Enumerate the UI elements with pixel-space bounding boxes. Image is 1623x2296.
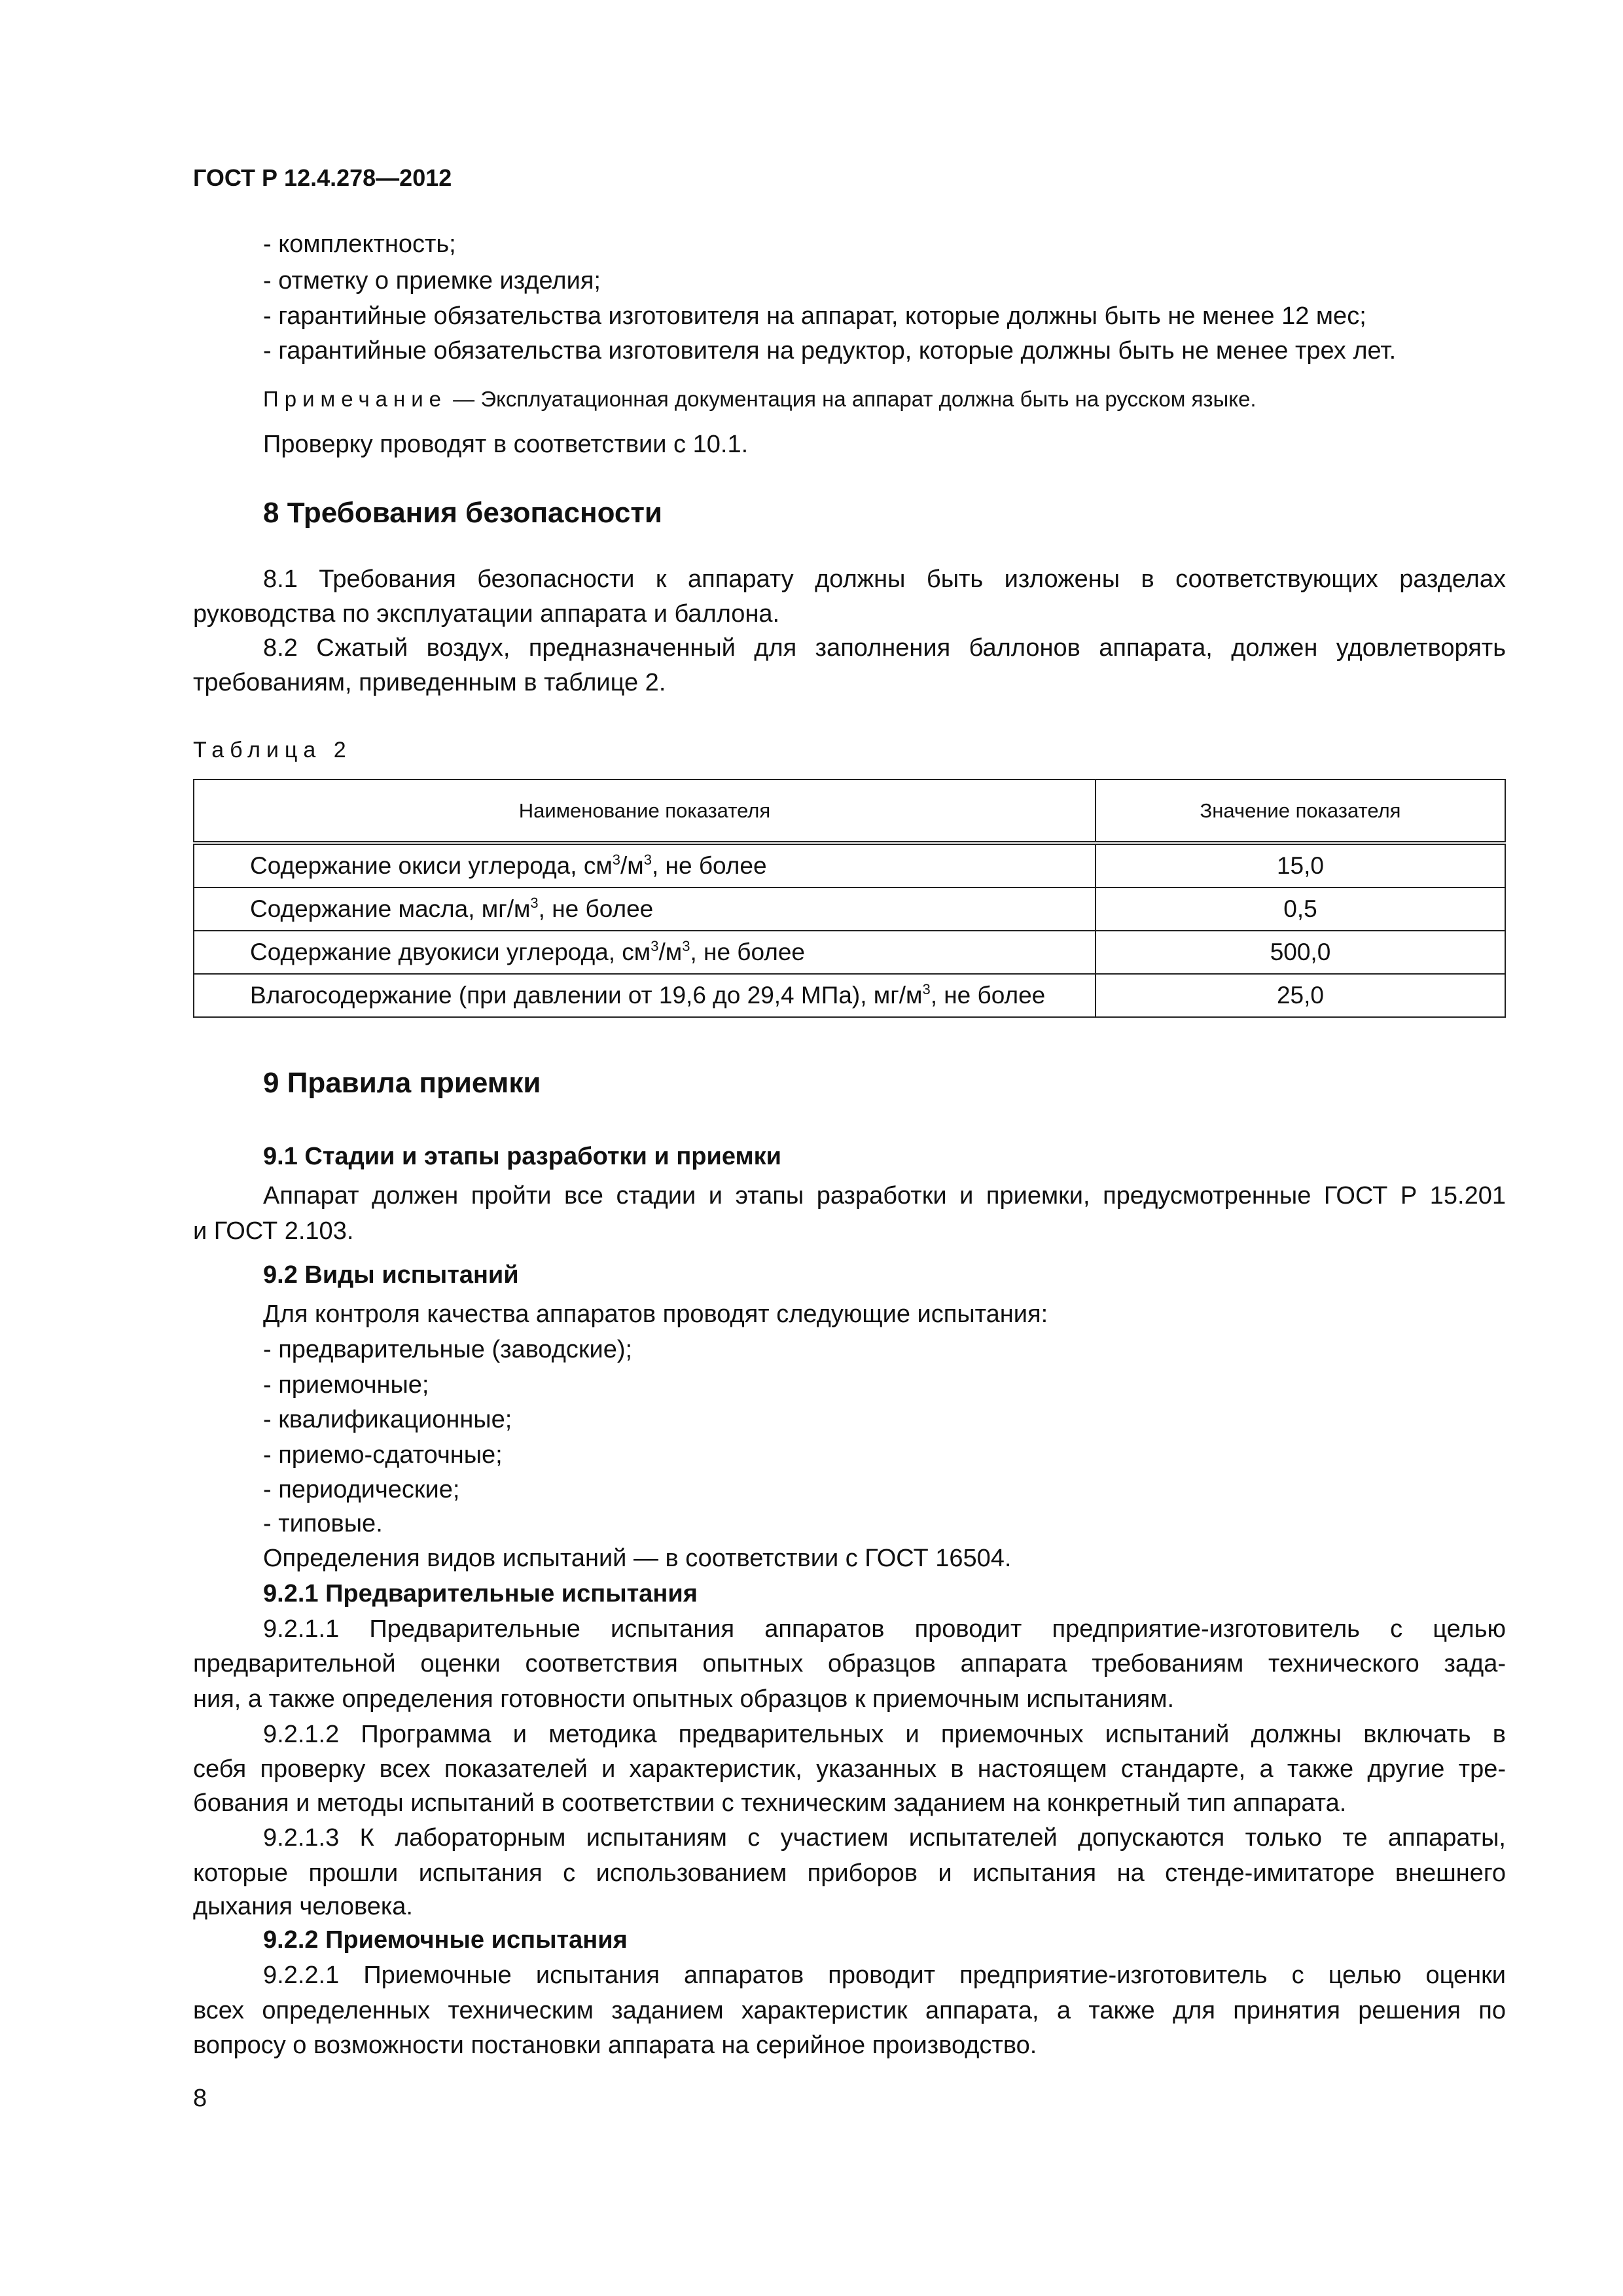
- paragraph-line: 9.2.1.1 Предварительные испытания аппаратов проводит предприятие-изготовитель с целью: [263, 1615, 1506, 1643]
- superscript: 3: [643, 852, 652, 868]
- table-2: [193, 779, 1506, 1018]
- row-name: [194, 888, 1096, 931]
- subsection-heading: 9.1 Стадии и этапы разработки и приемки: [263, 1143, 781, 1170]
- table-caption: Таблица 2: [193, 738, 352, 762]
- header-indicator-value: Значение показателя: [1096, 780, 1505, 843]
- superscript: 3: [682, 938, 690, 954]
- section-heading: 9 Правила приемки: [263, 1067, 541, 1099]
- row-name-text: /м: [620, 852, 644, 879]
- row-value: 25,0: [1096, 974, 1505, 1017]
- row-name: [194, 974, 1096, 1017]
- section-heading: 8 Требования безопасности: [263, 497, 662, 529]
- paragraph-line: ния, а также определения готовности опытных образцов к приемочным испытаниям.: [193, 1685, 1175, 1713]
- paragraph: Определения видов испытаний — в соответствии с ГОСТ 16504.: [263, 1545, 1012, 1572]
- superscript: 3: [922, 981, 931, 997]
- row-name: [194, 931, 1096, 974]
- row-value: 15,0: [1096, 843, 1505, 888]
- row-name-text: Влагосодержание (при давлении от 19,6 до 29,4 МПа), мг/м: [250, 982, 923, 1009]
- row-value: 500,0: [1096, 931, 1505, 974]
- list-item: - типовые.: [263, 1510, 383, 1537]
- paragraph-line: всех определенных техническим заданием характеристик аппарата, а также для принятия решения по: [193, 1997, 1506, 2024]
- table-row: [194, 974, 1505, 1017]
- list-item: - гарантийные обязательства изготовителя на редуктор, которые должны быть не менее трех лет.: [263, 337, 1397, 365]
- row-name-text: , не более: [930, 982, 1046, 1009]
- paragraph-line: бования и методы испытаний в соответствии с техническим заданием на конкретный тип аппарата.: [193, 1789, 1347, 1817]
- superscript: 3: [612, 852, 621, 868]
- subsection-heading: 9.2.1 Предварительные испытания: [263, 1580, 698, 1607]
- paragraph: Проверку проводят в соответствии с 10.1.: [263, 431, 749, 458]
- table-row: [194, 888, 1505, 931]
- paragraph-line: Аппарат должен пройти все стадии и этапы разработки и приемки, предусмотренные ГОСТ Р 15.201: [263, 1182, 1506, 1210]
- paragraph-line: предварительной оценки соответствия опытных образцов аппарата требованиям технического зада-: [193, 1650, 1506, 1677]
- paragraph-line: себя проверку всех показателей и характеристик, указанных в настоящем стандарте, а также другие тре-: [193, 1755, 1506, 1783]
- paragraph-line: 9.2.1.3 К лабораторным испытаниям с участием испытателей допускаются только те аппараты,: [263, 1824, 1506, 1852]
- superscript: 3: [651, 938, 659, 954]
- paragraph: Для контроля качества аппаратов проводят следующие испытания:: [263, 1300, 1048, 1328]
- paragraph-line: которые прошли испытания с использованием приборов и испытания на стенде-имитаторе внешнего: [193, 1859, 1506, 1887]
- list-item: - приемочные;: [263, 1371, 429, 1399]
- note-label: Примечание: [263, 387, 448, 411]
- row-name-text: , не более: [538, 895, 654, 922]
- row-name-text: , не более: [651, 852, 767, 879]
- document-code: ГОСТ Р 12.4.278—2012: [193, 164, 452, 191]
- row-name-text: Содержание двуокиси углерода, см: [250, 939, 651, 965]
- paragraph-line: дыхания человека.: [193, 1893, 413, 1920]
- paragraph-line: требованиям, приведенным в таблице 2.: [193, 669, 666, 696]
- table-row: [194, 931, 1505, 974]
- row-name-text: , не более: [690, 939, 806, 965]
- row-name-text: Содержание окиси углерода, см: [250, 852, 613, 879]
- row-name: [194, 843, 1096, 888]
- header-indicator-name: Наименование показателя: [194, 780, 1096, 843]
- table-row: [194, 843, 1505, 888]
- paragraph-line: и ГОСТ 2.103.: [193, 1217, 354, 1245]
- table-header-row: [194, 780, 1505, 843]
- paragraph-line: 8.1 Требования безопасности к аппарату должны быть изложены в соответствующих разделах: [263, 565, 1506, 593]
- row-name-text: /м: [658, 939, 683, 965]
- list-item: - гарантийные обязательства изготовителя на аппарат, которые должны быть не менее 12 мес;: [263, 302, 1366, 330]
- list-item: - предварительные (заводские);: [263, 1336, 633, 1363]
- paragraph-line: руководства по эксплуатации аппарата и баллона.: [193, 600, 780, 628]
- list-item: - отметку о приемке изделия;: [263, 267, 601, 295]
- paragraph-line: вопросу о возможности постановки аппарата на серийное производство.: [193, 2032, 1037, 2059]
- subsection-heading: 9.2 Виды испытаний: [263, 1261, 519, 1289]
- paragraph-line: 9.2.1.2 Программа и методика предварительных и приемочных испытаний должны включать в: [263, 1721, 1506, 1748]
- row-name-text: Содержание масла, мг/м: [250, 895, 531, 922]
- note-text: — Эксплуатационная документация на аппарат должна быть на русском языке.: [447, 387, 1257, 411]
- page-number: 8: [193, 2085, 207, 2112]
- list-item: - периодические;: [263, 1476, 460, 1503]
- list-item: - квалификационные;: [263, 1406, 512, 1433]
- paragraph-line: 8.2 Сжатый воздух, предназначенный для заполнения баллонов аппарата, должен удовлетворять: [263, 634, 1506, 662]
- subsection-heading: 9.2.2 Приемочные испытания: [263, 1926, 628, 1954]
- row-value: 0,5: [1096, 888, 1505, 931]
- list-item: - приемо-сдаточные;: [263, 1441, 503, 1469]
- superscript: 3: [530, 895, 539, 911]
- paragraph-line: 9.2.2.1 Приемочные испытания аппаратов проводит предприятие-изготовитель с целью оценки: [263, 1962, 1506, 1989]
- note: [263, 382, 1257, 417]
- list-item: - комплектность;: [263, 230, 456, 258]
